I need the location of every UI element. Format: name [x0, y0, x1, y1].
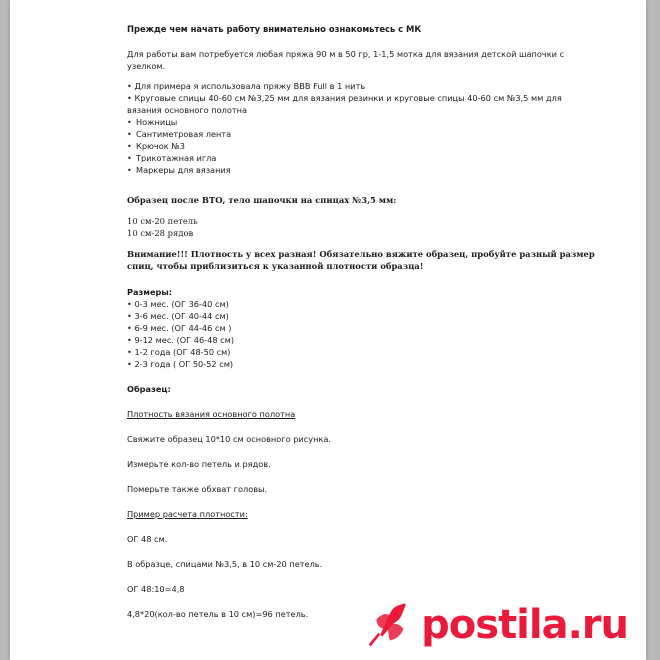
size-item: • 0-3 мес. (ОГ 36-40 см): [127, 298, 597, 310]
document-page: [10, 0, 646, 660]
density-heading: Плотность вязания основного полотна: [127, 408, 296, 419]
size-item: • 3-6 мес. (ОГ 40-44 см): [127, 310, 597, 322]
warning-text: Внимание!!! Плотность у всех разная! Обязательно вяжите образец, пробуйте разный размер спиц, чтобы приблизиться к указанной плотности образца!: [127, 248, 595, 271]
materials-list: [127, 116, 597, 176]
calc-line: 4,8*20(кол-во петель в 10 см)=96 петель.: [127, 608, 309, 619]
instruction-line: Померьте также обхват головы.: [127, 483, 268, 494]
calc-line: В образце, спицами №3,5, в 10 см-20 петель.: [127, 558, 323, 569]
document-content: [127, 23, 597, 620]
calc-line: ОГ 48:10=4,8: [127, 583, 185, 594]
calc-line: ОГ 48 см.: [127, 533, 168, 544]
gauge-heading: Образец после ВТО, тело шапочки на спицах №3,5 мм:: [127, 195, 397, 205]
gauge-line: 10 см-28 рядов: [127, 228, 194, 238]
sizes-heading: Размеры:: [127, 286, 173, 297]
watermark-text: postila.ru: [421, 602, 628, 648]
list-item: • Крючок №3: [127, 141, 186, 151]
list-item: • Ножницы: [127, 117, 178, 127]
bullet-icon: •: [127, 165, 132, 175]
list-item: • Трикотажная игла: [127, 153, 217, 163]
list-item: • Сантиметровая лента: [127, 129, 232, 139]
size-item: • 9-12 мес. (ОГ 46-48 см): [127, 334, 597, 346]
bullet-icon: •: [127, 153, 132, 163]
calc-heading: Пример расчета плотности:: [127, 508, 248, 519]
instruction-line: Свяжите образец 10*10 см основного рисунка.: [127, 433, 331, 444]
instruction-line: Измерьте кол-во петель и рядов.: [127, 458, 271, 469]
size-item: • 1-2 года (ОГ 48-50 см): [127, 346, 597, 358]
bullet-icon: •: [127, 129, 132, 139]
postila-logo-icon: [359, 596, 417, 654]
bullet-icon: •: [127, 141, 132, 151]
materials-intro-item: • Для примера я использовала пряжу ВВВ Full в 1 нить: [127, 80, 597, 92]
bullet-icon: •: [127, 117, 132, 127]
gauge-line: 10 см-20 петель: [127, 215, 198, 226]
size-item: • 2-3 года ( ОГ 50-52 см): [127, 358, 597, 370]
size-item: • 6-9 мес. (ОГ 44-46 см ): [127, 322, 597, 334]
sizes-list: [127, 298, 597, 370]
materials-intro-list: [127, 80, 597, 116]
postila-watermark: [359, 596, 628, 654]
list-item: • Маркеры для вязания: [127, 165, 231, 175]
materials-intro-item: • Круговые спицы 40-60 см №3,25 мм для вязания резинки и круговые спицы 40-60 см №3,5 мм для вязания основного полотна: [127, 92, 597, 116]
document-title: Прежде чем начать работу внимательно ознакомьтесь с МК: [127, 24, 422, 34]
intro-paragraph: Для работы вам потребуется любая пряжа 90 м в 50 гр, 1-1,5 мотка для вязания детской шапочки с узелком.: [127, 49, 565, 71]
sample-heading: Образец:: [127, 383, 171, 394]
